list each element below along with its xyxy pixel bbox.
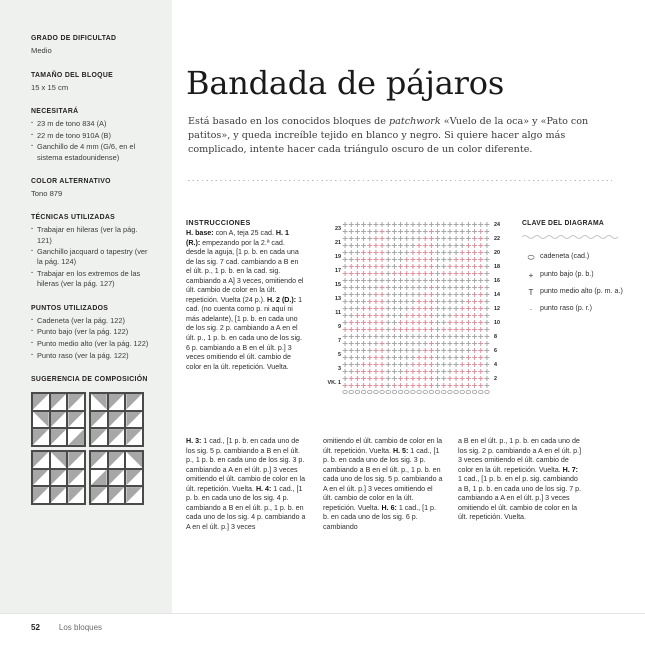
instruction-text: 1 cad., [1 p. b. en cada uno de los sig. 3 p. cambiando a B en el últ. p., 1 p. b. en cada uno de los sig. 5 p. cambiando a A en el últ. p.] 3 veces omitiendo el últ. cambio de color en la últ. repetición. Vuelta. [323, 446, 443, 512]
composition-cell [50, 411, 68, 429]
chart-grid-svg [342, 221, 490, 397]
list-item: · 23 m de tono 834 (A) [31, 119, 150, 129]
composition-cell [108, 451, 126, 469]
sidebar-value-alt-color: Tono 879 [31, 188, 63, 198]
dotted-divider [188, 180, 612, 181]
list-item: · Punto medio alto (ver la pág. 122) [31, 339, 150, 349]
instructions-column-3 [458, 437, 582, 523]
list-item: · Punto raso (ver la pág. 122) [31, 351, 150, 361]
stitch-chart [319, 218, 510, 398]
sidebar-heading-materials: NECESITARÁ [31, 106, 79, 115]
chart-row-tick-left: 19 [335, 253, 341, 260]
sidebar-heading-block-size: TAMAÑO DEL BLOQUE [31, 69, 114, 79]
chart-key-label: punto raso (p. r.) [540, 304, 593, 312]
chart-row-tick-left: 13 [335, 295, 341, 302]
chart-row-tick-left: 7 [338, 337, 341, 344]
tee-icon: T [528, 288, 534, 297]
instruction-text: a B en el últ. p., 1 p. b. en cada uno de los sig. 2 p. cambiando a A en el últ. p.] 3 veces omitiendo el últ. cambio de color en la últ. repetición. Vuelta. [458, 437, 582, 474]
list-item: · Cadeneta (ver la pág. 122) [31, 316, 150, 326]
chart-row-tick-right: 10 [494, 320, 500, 326]
instruction-row-label: H. 5: [392, 446, 409, 455]
composition-cell [50, 393, 68, 411]
composition-cell [32, 486, 50, 504]
composition-cell [125, 411, 143, 429]
instruction-row-label: H. 4: [255, 484, 272, 493]
chart-key-heading: CLAVE DEL DIAGRAMA [522, 218, 605, 227]
instruction-text: omitiendo el últ. cambio de color en la últ. repetición. Vuelta. [323, 437, 443, 455]
instruction-row-label: H. 6: [381, 503, 397, 512]
chart-row-tick-left: 17 [335, 267, 341, 274]
composition-cell [90, 411, 108, 429]
page-title: Bandada de pájaros [186, 64, 505, 103]
composition-cell [50, 469, 68, 487]
key-squiggle-divider [522, 233, 634, 240]
intro-text-a: Está basado en los conocidos bloques de [188, 115, 390, 127]
composition-cell [32, 393, 50, 411]
composition-cell [50, 451, 68, 469]
composition-suggestion-diagram [31, 392, 150, 505]
intro-paragraph [188, 115, 613, 158]
sidebar-heading-techniques: TÉCNICAS UTILIZADAS [31, 212, 116, 222]
chart-row-tick-right: 4 [494, 362, 497, 368]
dot-icon: · [529, 305, 533, 314]
chart-row-tick-right: 14 [494, 292, 500, 298]
chart-row-tick-right: 6 [494, 348, 497, 354]
list-item: · Trabajar en los extremos de las hileras (ver la pág. 127) [31, 269, 150, 289]
chart-row-tick-left: 11 [335, 309, 341, 316]
chart-row-tick-right: 24 [494, 222, 500, 228]
composition-cell [32, 469, 50, 487]
sidebar-heading-composition: SUGERENCIA DE COMPOSICIÓN [31, 373, 148, 383]
footer-divider [0, 613, 645, 614]
instructions-column-1 [186, 229, 304, 372]
instruction-text: 1 cad. (no cuenta como p. ni aquí ni más adelante), [1 p. b. en cada uno de los sig. 2 p. cambiando a A en el últ. p., 1 p. b. en cada uno de los sig. 6 p. cambiando a B en el últ. p.] 3 veces omitiendo el últ. cambio de color en la últ. repetición. Vuelta. [186, 295, 303, 371]
chart-row-tick-left: 3 [338, 365, 341, 372]
composition-cell [125, 469, 143, 487]
chart-row-tick-left: VK. 1 [327, 379, 341, 386]
list-item: · Punto bajo (ver la pág. 122) [31, 327, 150, 337]
composition-block [31, 450, 86, 505]
instruction-text: empezando por la 2.ª cad. desde la aguja, [1 p. b. en cada una de las sig. 7 cad. cambiando a B en el últ. p., 1 p. b. en la cad. sig. cambiando a A] 3 veces, omitiendo el últ. cambio de color en la últ. repetición. Vuelta (24 p.). [186, 238, 304, 304]
instruction-row-label: H. 3: [186, 437, 202, 445]
sidebar-list-techniques [31, 225, 150, 289]
composition-cell [108, 469, 126, 487]
composition-cell [32, 411, 50, 429]
chart-row-tick-left: 21 [335, 239, 341, 246]
chart-row-tick-left: 5 [338, 351, 341, 358]
footer [31, 623, 102, 632]
composition-block [89, 450, 144, 505]
chart-row-tick-right: 16 [494, 278, 500, 284]
list-item: · Trabajar en hileras (ver la pág. 121) [31, 225, 150, 245]
chart-key-row [522, 252, 637, 263]
footer-section-label: Los bloques [58, 623, 103, 632]
chart-row-tick-right: 18 [494, 264, 500, 270]
composition-cell [108, 393, 126, 411]
chart-row-tick-right: 20 [494, 250, 500, 256]
composition-cell [67, 411, 85, 429]
intro-text-b: «Vuelo de la oca» y «Pato con patitos», y queda increíble tejido en blanco y negro. Si quiere hacer algo más complicado, intente hacer cada triángulo oscuro de un color diferente. [188, 115, 589, 156]
oval-chain-icon: ⬭ [527, 253, 535, 262]
chart-key-label: punto bajo (p. b.) [540, 270, 594, 278]
composition-cell [125, 393, 143, 411]
chart-key-row [522, 304, 637, 314]
composition-cell [67, 428, 85, 446]
composition-cell [67, 451, 85, 469]
composition-cell [125, 486, 143, 504]
instruction-row-label: H. 1 (R.): [186, 229, 289, 247]
instruction-text: 1 cad., [1 p. b. en cada uno de los sig. 5 p. cambiando a B en el últ. p., 1 p. b. en cada uno de los sig. 3 p. cambiando a A en el últ. p.] 3 veces omitiendo el últ. cambio de color en la últ. repetición. Vuelta. [186, 437, 306, 493]
chart-key [522, 218, 637, 314]
list-item: · Ganchillo jacquard o tapestry (ver la pág. 124) [31, 247, 150, 267]
composition-cell [125, 428, 143, 446]
page-number: 52 [31, 623, 40, 632]
chart-key-rows [522, 252, 637, 314]
chart-key-label: cadeneta (cad.) [540, 252, 590, 260]
instruction-text: 1 cad., [1 p. b. en el p. sig. cambiando a B, 1 p. b. en cada uno de los sig. 7 p. cambiando a A en el últ. p.] 3 veces omitiendo el últ. cambio de color en la últ. repetición. Vuelta. [458, 475, 582, 522]
chart-row-tick-right: 12 [494, 306, 500, 312]
list-item: · 22 m de tono 910A (B) [31, 131, 150, 141]
instruction-row-label: H. base: [186, 229, 214, 237]
composition-cell [90, 393, 108, 411]
composition-cell [108, 486, 126, 504]
composition-cell [50, 486, 68, 504]
composition-cell [32, 428, 50, 446]
chart-row-tick-right: 8 [494, 334, 497, 340]
instruction-text: 1 cad., [1 p. b. en cada uno de los sig. 4 p. cambiando a B en el últ. p., 1 p. b. en cada uno de los sig. 4 p. cambiando a A en el últ. p.] 3 veces [186, 484, 306, 531]
main-content [186, 0, 645, 647]
sidebar [0, 0, 172, 613]
instruction-text: 1 cad., [1 p. b. en cada uno de los sig. 6 p. cambiando [323, 503, 436, 531]
chart-row-tick-right: 22 [494, 236, 500, 242]
list-item: · Ganchillo de 4 mm (G/6, en el sistema estadounidense) [31, 142, 150, 162]
instructions-column-2 [323, 437, 443, 532]
sidebar-value-difficulty: Medio [31, 46, 52, 55]
composition-cell [90, 428, 108, 446]
instructions-heading: INSTRUCCIONES [186, 218, 251, 227]
chart-row-tick-left: 23 [335, 225, 341, 232]
composition-block [31, 392, 86, 447]
sidebar-heading-alt-color: COLOR ALTERNATIVO [31, 175, 111, 185]
composition-block [89, 392, 144, 447]
instruction-text: con A, teja 25 cad. [213, 229, 276, 237]
sidebar-list-materials [31, 119, 150, 163]
chart-key-row [522, 270, 637, 280]
chart-row-tick-right: 2 [494, 376, 497, 382]
chart-row-tick-left: 15 [335, 281, 341, 288]
sidebar-heading-stitches: PUNTOS UTILIZADOS [31, 302, 109, 312]
plus-icon: + [528, 271, 534, 280]
chart-key-label: punto medio alto (p. m. a.) [540, 287, 623, 295]
composition-cell [108, 428, 126, 446]
composition-cell [90, 451, 108, 469]
composition-cell [67, 469, 85, 487]
chart-row-tick-left: 9 [338, 323, 341, 330]
instruction-row-label: H. 2 (D.): [266, 295, 297, 304]
composition-cell [90, 469, 108, 487]
intro-emphasis: patchwork [389, 115, 441, 127]
composition-cell [67, 393, 85, 411]
instruction-row-label: H. 7: [562, 465, 579, 474]
composition-cell [90, 486, 108, 504]
composition-cell [125, 451, 143, 469]
instructions-column-1-bottom [186, 437, 306, 532]
chart-grid [342, 221, 490, 389]
sidebar-list-stitches [31, 316, 150, 361]
composition-cell [50, 428, 68, 446]
composition-cell [67, 486, 85, 504]
chart-key-row [522, 287, 637, 297]
sidebar-value-block-size: 15 x 15 cm [31, 82, 69, 92]
composition-cell [108, 411, 126, 429]
composition-cell [32, 451, 50, 469]
sidebar-heading-difficulty: GRADO DE DIFICULTAD [31, 33, 117, 42]
